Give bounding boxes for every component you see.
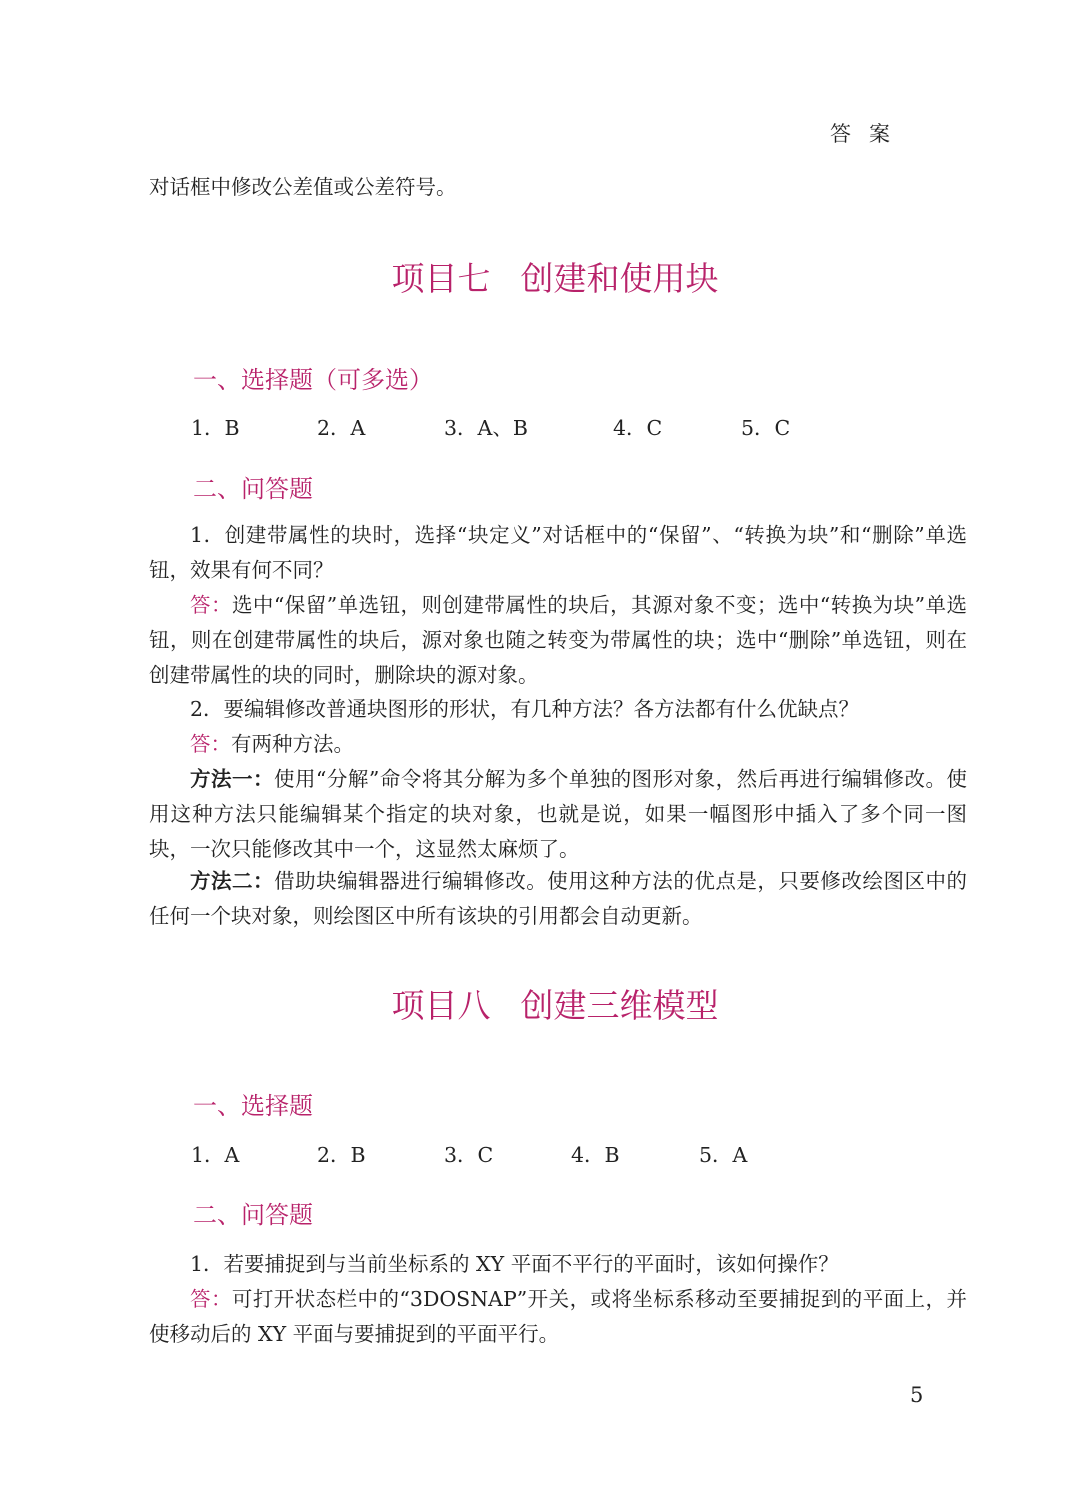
answer-label: 答： xyxy=(190,593,232,617)
method-1-text: 使用“分解”命令将其分解为多个单独的图形对象，然后再进行编辑修改。使用这种方法只能编辑某个指定的块对象，也就是说，如果一幅图形中插入了多个同一图块，一次只能修改其中一个，这显然太麻烦了。 xyxy=(149,767,967,861)
project7-section-choice: 一、选择题（可多选） xyxy=(193,366,433,394)
answer-item: 4．B xyxy=(571,1143,620,1167)
method-2-label: 方法二： xyxy=(190,869,275,893)
project7-section-qa: 二、问答题 xyxy=(193,475,313,503)
answer-item: 1．B xyxy=(191,416,240,440)
project8-section-choice: 一、选择题 xyxy=(193,1092,313,1120)
intro-line: 对话框中修改公差值或公差符号。 xyxy=(149,175,457,199)
page-header: 答案 xyxy=(830,122,908,146)
page-number: 5 xyxy=(910,1383,924,1407)
project7-question-2: 2．要编辑修改普通块图形的形状，有几种方法？各方法都有什么优缺点？ xyxy=(190,697,860,721)
answer-item: 5．C xyxy=(741,416,791,440)
project7-title-text: 创建和使用块 xyxy=(520,259,719,298)
answer-item: 2．A xyxy=(317,416,366,440)
project8-answer-1 xyxy=(149,1282,967,1352)
project7-title-number: 项目七 xyxy=(391,259,491,298)
answer-item: 1．A xyxy=(191,1143,240,1167)
answer-item: 3．C xyxy=(444,1143,494,1167)
answer-item: 4．C xyxy=(613,416,663,440)
answer-item: 5．A xyxy=(699,1143,748,1167)
method-1 xyxy=(149,762,967,867)
project8-title-text: 创建三维模型 xyxy=(520,986,719,1025)
project8-section-qa: 二、问答题 xyxy=(193,1201,313,1229)
project7-answer-2 xyxy=(149,727,967,762)
method-1-label: 方法一： xyxy=(190,767,274,791)
method-2 xyxy=(149,864,967,934)
method-2-text: 借助块编辑器进行编辑修改。使用这种方法的优点是，只要修改绘图区中的任何一个块对象，则绘图区中所有该块的引用都会自动更新。 xyxy=(149,869,968,928)
project7-answer-1 xyxy=(149,588,967,693)
answer-label: 答： xyxy=(190,1287,232,1311)
project8-title xyxy=(0,980,1084,1027)
answer-item: 2．B xyxy=(317,1143,366,1167)
project8-title-number: 项目八 xyxy=(391,986,491,1025)
answer-text: 选中“保留”单选钮，则创建带属性的块后，其源对象不变；选中“转换为块”单选钮，则在创建带属性的块后，源对象也随之转变为带属性的块；选中“删除”单选钮，则在创建带属性的块的同时，删除块的源对象。 xyxy=(149,593,968,687)
project7-title xyxy=(0,253,1084,300)
answer-label: 答： xyxy=(190,732,231,756)
answer-text: 可打开状态栏中的“3DOSNAP”开关，或将坐标系移动至要捕捉到的平面上，并使移动后的 XY 平面与要捕捉到的平面平行。 xyxy=(149,1287,968,1346)
project8-question-1: 1．若要捕捉到与当前坐标系的 XY 平面不平行的平面时，该如何操作？ xyxy=(190,1252,839,1276)
answer-text: 有两种方法。 xyxy=(231,732,354,756)
answer-item: 3．A、B xyxy=(444,416,528,440)
project7-question-1: 1．创建带属性的块时，选择“块定义”对话框中的“保留”、“转换为块”和“删除”单选钮，效果有何不同？ xyxy=(149,523,967,582)
